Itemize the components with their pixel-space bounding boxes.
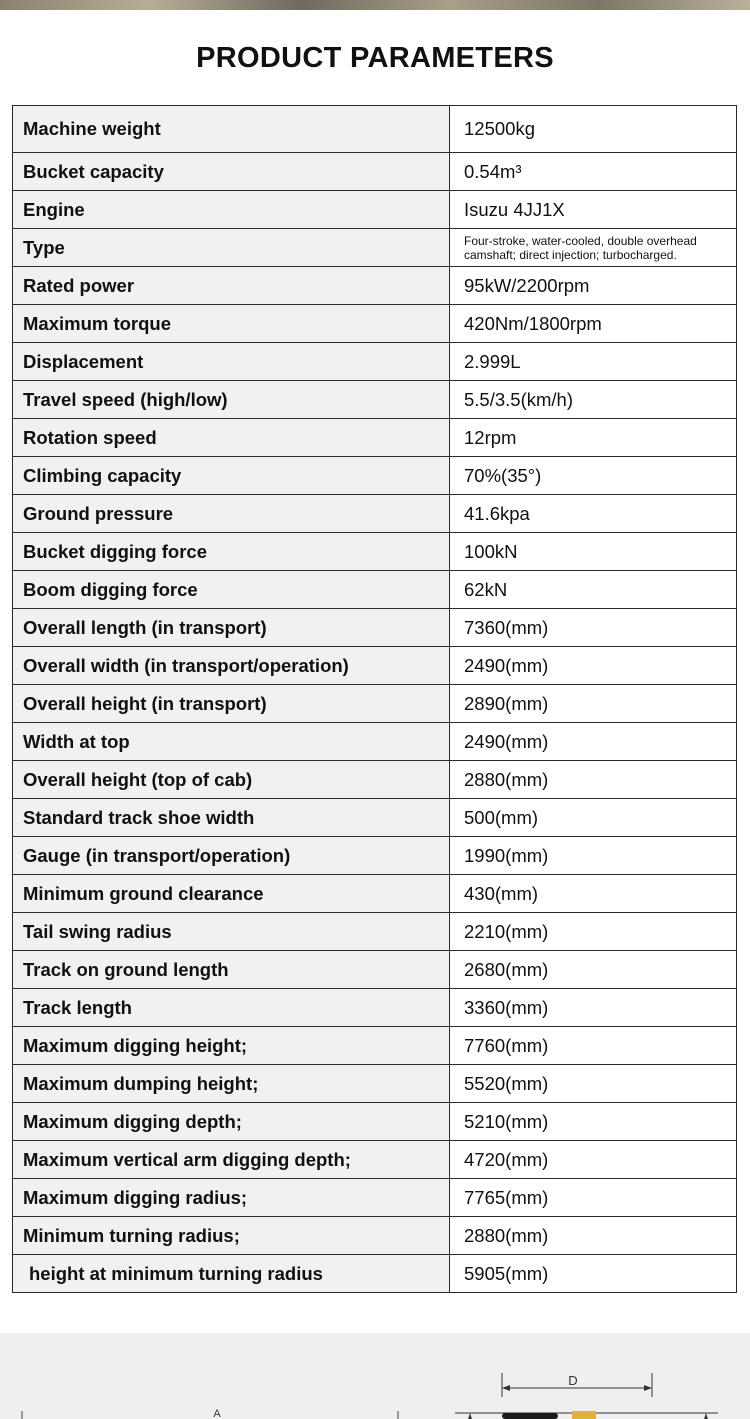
parameter-label bbox=[13, 1141, 450, 1179]
parameter-label-text: Minimum turning radius; bbox=[23, 1224, 240, 1246]
parameter-value: 2890(mm) bbox=[450, 685, 737, 723]
parameter-label bbox=[13, 913, 450, 951]
parameter-value: 100kN bbox=[450, 533, 737, 571]
table-row bbox=[13, 1103, 737, 1141]
table-row bbox=[13, 837, 737, 875]
dimension-drawing bbox=[0, 1333, 750, 1419]
table-row bbox=[13, 1179, 737, 1217]
parameter-label bbox=[13, 419, 450, 457]
table-row bbox=[13, 1027, 737, 1065]
dim-a-label: A bbox=[213, 1408, 221, 1419]
parameter-label-text: Maximum vertical arm digging depth; bbox=[23, 1148, 351, 1170]
parameter-label bbox=[13, 647, 450, 685]
parameter-label-text: Machine weight bbox=[23, 118, 161, 139]
parameter-label-text: Track on ground length bbox=[23, 958, 229, 980]
parameter-label bbox=[13, 153, 450, 191]
parameter-value: 2490(mm) bbox=[450, 723, 737, 761]
parameter-value: 5520(mm) bbox=[450, 1065, 737, 1103]
table-row bbox=[13, 685, 737, 723]
table-row bbox=[13, 229, 737, 267]
parameter-value: 2680(mm) bbox=[450, 951, 737, 989]
dimension-drawing-svg bbox=[0, 1333, 750, 1419]
parameter-label-text: Gauge (in transport/operation) bbox=[23, 844, 291, 866]
parameter-label bbox=[13, 305, 450, 343]
table-row bbox=[13, 495, 737, 533]
parameter-label bbox=[13, 1103, 450, 1141]
parameter-label-text: height at minimum turning radius bbox=[29, 1262, 323, 1284]
parameter-label bbox=[13, 457, 450, 495]
table-row bbox=[13, 951, 737, 989]
parameter-label bbox=[13, 533, 450, 571]
parameter-label bbox=[13, 989, 450, 1027]
parameter-value: 3360(mm) bbox=[450, 989, 737, 1027]
parameter-label-text: Tail swing radius bbox=[23, 920, 172, 942]
marker-right bbox=[704, 1413, 708, 1419]
parameter-label bbox=[13, 381, 450, 419]
parameter-value: 62kN bbox=[450, 571, 737, 609]
parameter-value: 12500kg bbox=[450, 106, 737, 153]
parameter-label bbox=[13, 191, 450, 229]
parameter-value: 2880(mm) bbox=[450, 761, 737, 799]
parameter-label-text: Overall width (in transport/operation) bbox=[23, 654, 349, 676]
parameter-value: 0.54m³ bbox=[450, 153, 737, 191]
table-row bbox=[13, 989, 737, 1027]
parameter-label-text: Type bbox=[23, 236, 65, 258]
parameter-value: 41.6kpa bbox=[450, 495, 737, 533]
parameter-label-text: Bucket capacity bbox=[23, 160, 164, 182]
table-row bbox=[13, 647, 737, 685]
parameter-label-text: Climbing capacity bbox=[23, 464, 182, 486]
parameter-label-text: Ground pressure bbox=[23, 502, 174, 524]
parameter-label bbox=[13, 951, 450, 989]
table-row bbox=[13, 1065, 737, 1103]
marker-left bbox=[468, 1413, 472, 1419]
parameter-label bbox=[13, 495, 450, 533]
parameter-label-text: Maximum digging depth; bbox=[23, 1110, 242, 1132]
parameter-label-text: Standard track shoe width bbox=[23, 806, 255, 828]
parameter-label bbox=[13, 799, 450, 837]
dim-d-label: D bbox=[568, 1373, 578, 1388]
dim-d-arrow-right bbox=[644, 1385, 652, 1391]
parameter-label bbox=[13, 1217, 450, 1255]
parameter-label-text: Rated power bbox=[23, 274, 135, 296]
table-row bbox=[13, 106, 737, 153]
table-row bbox=[13, 723, 737, 761]
parameter-label-text: Overall length (in transport) bbox=[23, 616, 267, 638]
parameter-label-text: Displacement bbox=[23, 350, 144, 372]
table-row bbox=[13, 305, 737, 343]
parameter-value: 5.5/3.5(km/h) bbox=[450, 381, 737, 419]
parameter-value: 430(mm) bbox=[450, 875, 737, 913]
table-row bbox=[13, 343, 737, 381]
table-row bbox=[13, 191, 737, 229]
parameter-value: 12rpm bbox=[450, 419, 737, 457]
table-row bbox=[13, 875, 737, 913]
track-part bbox=[502, 1413, 558, 1419]
table-row bbox=[13, 571, 737, 609]
parameter-value: 5210(mm) bbox=[450, 1103, 737, 1141]
dim-d-arrow-left bbox=[502, 1385, 510, 1391]
parameter-label bbox=[13, 343, 450, 381]
parameter-value: 500(mm) bbox=[450, 799, 737, 837]
parameter-label-text: Track length bbox=[23, 996, 132, 1018]
parameter-label bbox=[13, 106, 450, 153]
table-row bbox=[13, 153, 737, 191]
parameter-label bbox=[13, 837, 450, 875]
parameter-label-text: Boom digging force bbox=[23, 578, 198, 600]
parameter-label bbox=[13, 1065, 450, 1103]
header-photo-strip bbox=[0, 0, 750, 10]
parameter-value: 420Nm/1800rpm bbox=[450, 305, 737, 343]
table-row bbox=[13, 1217, 737, 1255]
parameter-label-text: Rotation speed bbox=[23, 426, 157, 448]
parameter-label bbox=[13, 761, 450, 799]
table-row bbox=[13, 609, 737, 647]
parameter-value: 2880(mm) bbox=[450, 1217, 737, 1255]
parameter-label-text: Maximum torque bbox=[23, 312, 172, 334]
parameter-label-text: Bucket digging force bbox=[23, 540, 207, 562]
parameter-value: 95kW/2200rpm bbox=[450, 267, 737, 305]
parameter-label bbox=[13, 609, 450, 647]
parameter-value: Four-stroke, water-cooled, double overhead camshaft; direct injection; turbocharged. bbox=[450, 229, 737, 267]
parameter-value: 7360(mm) bbox=[450, 609, 737, 647]
parameters-table bbox=[12, 105, 737, 1293]
parameter-label bbox=[13, 1027, 450, 1065]
parameter-value: Isuzu 4JJ1X bbox=[450, 191, 737, 229]
parameter-label bbox=[13, 685, 450, 723]
parameter-label-text: Engine bbox=[23, 198, 85, 220]
table-row bbox=[13, 381, 737, 419]
table-row bbox=[13, 913, 737, 951]
parameter-label bbox=[13, 267, 450, 305]
table-row bbox=[13, 1141, 737, 1179]
parameter-label-text: Maximum digging height; bbox=[23, 1034, 248, 1056]
table-row bbox=[13, 533, 737, 571]
table-row bbox=[13, 419, 737, 457]
parameter-label-text: Maximum digging radius; bbox=[23, 1186, 248, 1208]
parameter-label-text: Maximum dumping height; bbox=[23, 1072, 259, 1094]
parameter-label bbox=[13, 1255, 450, 1293]
parameter-value: 2490(mm) bbox=[450, 647, 737, 685]
parameter-value: 4720(mm) bbox=[450, 1141, 737, 1179]
page-title: PRODUCT PARAMETERS bbox=[196, 42, 554, 74]
parameter-label bbox=[13, 723, 450, 761]
cab-part bbox=[572, 1411, 596, 1419]
parameter-value: 5905(mm) bbox=[450, 1255, 737, 1293]
parameter-label-text: Width at top bbox=[23, 730, 130, 752]
parameter-label-text: Overall height (in transport) bbox=[23, 692, 267, 714]
parameter-value: 2.999L bbox=[450, 343, 737, 381]
table-row bbox=[13, 457, 737, 495]
table-row bbox=[13, 1255, 737, 1293]
table-row bbox=[13, 761, 737, 799]
parameter-label-text: Minimum ground clearance bbox=[23, 882, 264, 904]
parameter-label bbox=[13, 571, 450, 609]
table-row bbox=[13, 799, 737, 837]
parameter-value: 2210(mm) bbox=[450, 913, 737, 951]
parameter-value: 1990(mm) bbox=[450, 837, 737, 875]
parameter-label-text: Overall height (top of cab) bbox=[23, 768, 253, 790]
parameter-label bbox=[13, 875, 450, 913]
parameter-label bbox=[13, 1179, 450, 1217]
parameter-value: 7765(mm) bbox=[450, 1179, 737, 1217]
parameter-value: 70%(35°) bbox=[450, 457, 737, 495]
table-row bbox=[13, 267, 737, 305]
parameter-label bbox=[13, 229, 450, 267]
parameter-label-text: Travel speed (high/low) bbox=[23, 388, 228, 410]
parameter-value: 7760(mm) bbox=[450, 1027, 737, 1065]
